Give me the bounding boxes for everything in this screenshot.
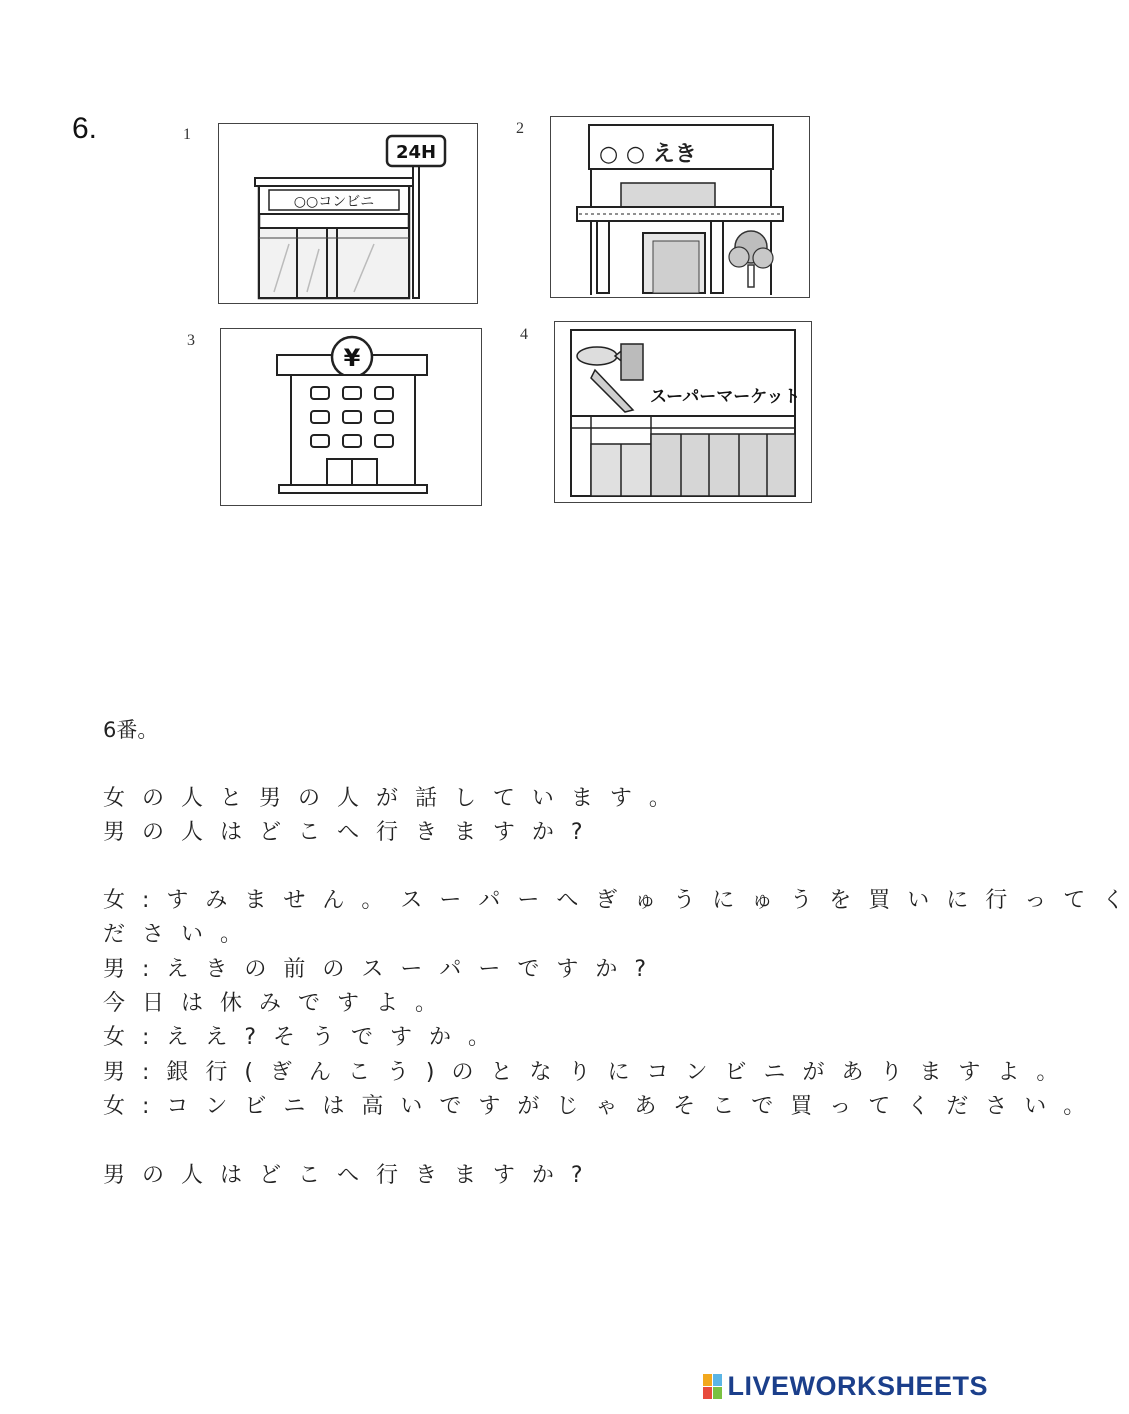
final-question: 男 の 人 は ど こ へ 行 き ま す か ? (103, 1163, 588, 1188)
bank-illustration (221, 329, 481, 505)
dialogue-line-2: だ さ い 。 (103, 922, 247, 947)
dialogue-line-4: 今 日 は 休 み で す よ 。 (103, 991, 442, 1016)
liveworksheets-text: LIVEWORKSHEETS (727, 1371, 988, 1401)
option-4-supermarket[interactable] (554, 321, 812, 503)
option-2-station[interactable] (550, 116, 810, 298)
option-3-bank[interactable] (220, 328, 482, 506)
station-illustration (551, 117, 809, 297)
intro-line-1: 女 の 人 と 男 の 人 が 話 し て い ま す 。 (103, 786, 676, 811)
option-1-number: 1 (183, 126, 191, 143)
option-3-number: 3 (187, 332, 195, 349)
liveworksheets-logo[interactable] (703, 1371, 988, 1402)
station-sign: ○ ○ えき (599, 142, 697, 167)
live-badge-icon (703, 1374, 723, 1400)
24h-sign: 24H (395, 142, 437, 163)
option-2-number: 2 (516, 120, 524, 137)
supermarket-sign: スーパーマーケット (650, 387, 801, 407)
option-4-number: 4 (520, 326, 528, 343)
dialogue-line-7: 女 : コ ン ビ ニ は 高 い で す が じ ゃ あ そ こ で 買 っ て く だ さ い 。 (103, 1094, 1091, 1119)
script-heading: 6番。 (103, 718, 159, 742)
convenience-store-sign: ○○コンビニ (293, 194, 375, 210)
option-1-convenience-store[interactable] (218, 123, 478, 304)
dialogue-line-1: 女 : す み ま せ ん 。 ス ー パ ー へ ぎ ゅ う に ゅ う を 買 い に 行 っ て く (103, 888, 1129, 913)
supermarket-illustration (555, 322, 811, 502)
dialogue-line-6: 男 : 銀 行 ( ぎ ん こ う ) の と な り に コ ン ビ ニ が あ り ま す よ 。 (103, 1060, 1064, 1085)
yen-icon: ¥ (343, 344, 361, 372)
dialogue-line-5: 女 : え え ? そ う で す か 。 (103, 1025, 496, 1050)
intro-line-2: 男 の 人 は ど こ へ 行 き ま す か ? (103, 820, 588, 845)
convenience-store-illustration (219, 124, 477, 303)
dialogue-line-3: 男 : え き の 前 の ス ー パ ー で す か ? (103, 957, 651, 982)
question-number: 6. (72, 112, 98, 145)
